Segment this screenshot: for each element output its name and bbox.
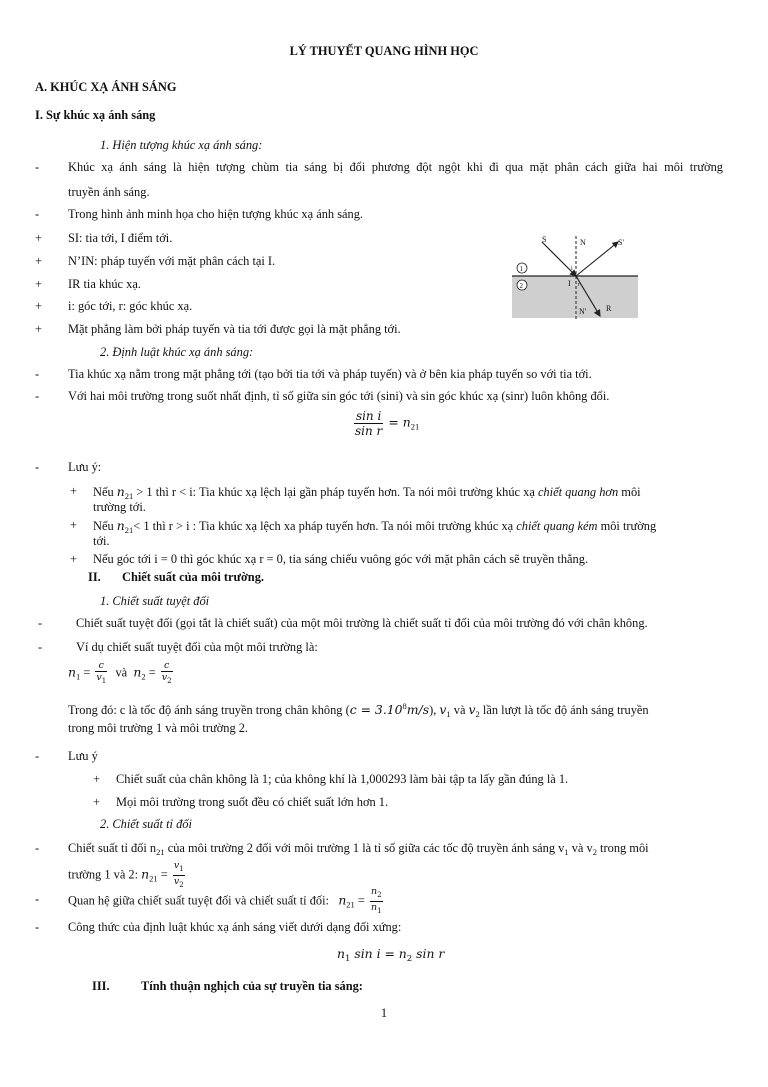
item-nin: N’IN: pháp tuyến với mặt phân cách tại I. [68,254,276,268]
section-a-heading: A. KHÚC XẠ ÁNH SÁNG [35,80,177,94]
subheading-3: 1. Chiết suất tuyệt đối [100,594,210,608]
label-medium-1: 1 [519,265,523,273]
plus-bullet: + [93,772,100,786]
plus-bullet: + [35,231,42,245]
dash-bullet: - [35,892,40,906]
section-iii-heading: Tính thuận nghịch của sự truyền tia sáng: [141,979,363,993]
label-i-point: I [568,279,571,288]
label-r: R [606,304,612,313]
note-2: Nếu $n_{21}< 1$ thì r > i : Tia khúc xạ lệch xa pháp tuyến hơn. Ta nói môi trường khúc xạ chiết quang kém môi trường [93,518,657,535]
plus-bullet: + [35,254,42,268]
label-s-prime: S' [618,238,624,247]
dash-bullet: - [35,749,40,763]
label-n: N [580,238,586,247]
item-si: SI: tia tới, I điểm tới. [68,231,173,245]
note-label: Lưu ý: [68,460,102,474]
item-ir: IR tia khúc xạ. [68,277,141,291]
plus-bullet: + [35,299,42,313]
label-s: S [542,235,547,244]
refraction-diagram [506,232,646,322]
page-number: 1 [380,1006,388,1020]
item-angles: i: góc tới, r: góc khúc xạ. [68,299,193,313]
para-relative-index-cont: trường 1 và 2: $n_{21}$ = $\frac{v_1}{v_2}$ [68,860,184,889]
note-transparent: Mọi môi trường trong suốt đều có chiết suất lớn hơn 1. [116,795,389,809]
subheading-1: 1. Hiện tượng khúc xạ ánh sáng: [100,138,263,152]
plus-bullet: + [70,484,77,498]
dash-bullet: - [35,460,40,474]
para-where-cont: trong môi trường 1 và môi trường 2. [68,721,249,735]
note-1: Nếu $n_{21} > 1$ thì r < i: Tia khúc xạ lệch lại gần pháp tuyến hơn. Ta nói môi trường khúc xạ chiết quang hơn môi [93,484,641,501]
para-illustration: Trong hình ảnh minh họa cho hiện tượng khúc xạ ánh sáng. [68,207,364,221]
dash-bullet: - [35,367,40,381]
label-angle-r: r [578,282,580,288]
plus-bullet: + [35,322,42,336]
para-where: Trong đó: c là tốc độ ánh sáng truyền trong chân không $(c = 3.10^8m/s)$, $v_1$ và $v_2$ lần lượt là tốc độ ánh sáng truyền [68,701,649,719]
subheading-4: 2. Chiết suất tỉ đối [100,817,192,831]
dash-bullet: - [38,616,43,630]
equation-absolute-index: $n_1$ = $\frac{c}{v_1}$ và $n_2$ = $\frac{c}{v_2}$ [68,660,172,685]
section-i-heading: I. Sự khúc xạ ánh sáng [35,108,156,122]
section-ii-heading: Chiết suất của môi trường. [122,570,264,584]
dash-bullet: - [35,389,40,403]
note-vacuum: Chiết suất của chân không là 1; của không khí là 1,000293 làm bài tập ta lấy gần đúng là 1. [116,772,569,786]
eq1-rhs: = n [388,414,411,430]
plus-bullet: + [93,795,100,809]
plus-bullet: + [70,518,77,532]
para-law-1: Tia khúc xạ nằm trong mặt phẳng tới (tạo bởi tia tới và pháp tuyến) và ở bên kia pháp tuyến so với tia tới. [68,367,592,381]
dash-bullet: - [35,841,40,855]
eq1-denominator: sin r [355,424,383,438]
para-absolute-index: Chiết suất tuyệt đối (gọi tắt là chiết suất) của một môi trường là chiết suất tỉ đối của môi trường đó với chân không. [76,616,648,630]
note-1-cont: trường tới. [93,500,146,514]
item-plane: Mặt phẳng làm bởi pháp tuyến và tia tới được gọi là mặt phẳng tới. [68,322,401,336]
para-refraction-def: Khúc xạ ánh sáng là hiện tượng chùm tia sáng bị đổi phương đột ngột khi đi qua mặt phân cách giữa hai môi trường [68,160,723,174]
dash-bullet: - [35,920,40,934]
para-relative-index: Chiết suất tỉ đối $n_{21}$ của môi trường 2 đối với môi trường 1 là tỉ số giữa các tốc độ truyền ánh sáng $v_1$ và $v_2$ trong môi [68,841,649,857]
label-angle-i: i [571,266,573,272]
para-example: Ví dụ chiết suất tuyệt đối của một môi trường là: [76,640,318,654]
label-n-prime: N' [579,307,587,316]
eq1-numerator: sin i [355,409,382,423]
medium-2-region [512,276,638,318]
dash-bullet: - [35,207,40,221]
para-law-2: Với hai môi trường trong suốt nhất định, tỉ số giữa sin góc tới (sini) và sin góc khúc xạ (sinr) luôn không đổi. [68,389,610,403]
note-3: Nếu góc tới i = 0 thì góc khúc xạ r = 0, tia sáng chiếu vuông góc với mặt phân cách sẽ truyền thẳng. [93,552,589,566]
para-symmetric-form: Công thức của định luật khúc xạ ánh sáng viết dưới dạng đối xứng: [68,920,402,934]
page-title: LÝ THUYẾT QUANG HÌNH HỌC [289,44,479,58]
equation-symmetric: $n_1$ $\sin i = n_2$ sin r [337,946,445,964]
dash-bullet: - [38,640,43,654]
subheading-2: 2. Định luật khúc xạ ánh sáng: [100,345,254,359]
section-ii-number: II. [88,570,101,584]
section-iii-number: III. [92,979,110,993]
eq1-rhs-sub: 21 [410,421,420,432]
reflected-ray [576,242,618,276]
para-refraction-def-cont: truyền ánh sáng. [68,185,150,199]
plus-bullet: + [70,552,77,566]
note-2-cont: tới. [93,534,110,548]
equation-snell-ratio [352,409,419,438]
note-label-2: Lưu ý [68,749,98,763]
para-relation: Quan hệ giữa chiết suất tuyệt đối và chiết suất tỉ đối: $n_{21}$ = $\frac{n_2}{n_1}$ [68,886,382,915]
dash-bullet: - [35,160,40,174]
label-medium-2: 2 [519,282,523,290]
plus-bullet: + [35,277,42,291]
